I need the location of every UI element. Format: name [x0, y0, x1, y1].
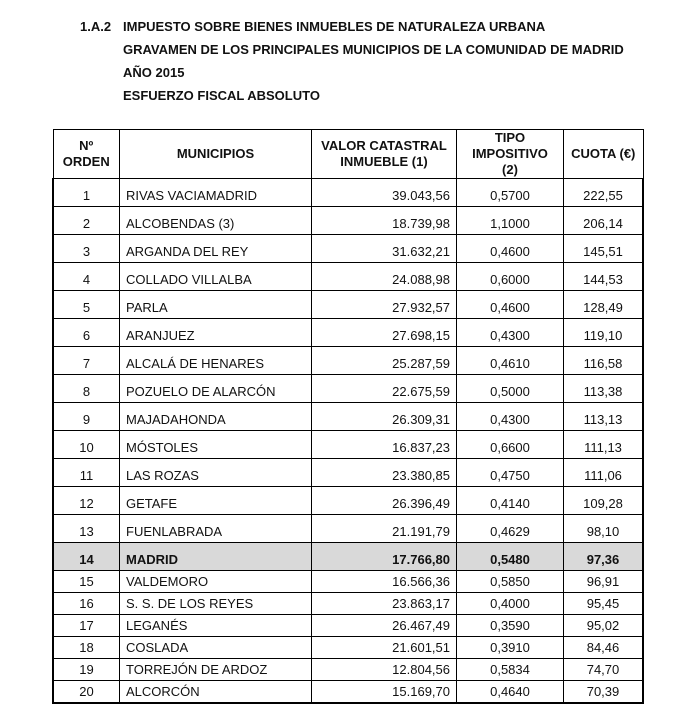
cell-municipio: TORREJÓN DE ARDOZ	[120, 659, 312, 681]
cell-tipo-impositivo: 0,5700	[457, 179, 564, 207]
cell-tipo-impositivo: 0,4629	[457, 515, 564, 543]
cell-tipo-impositivo: 0,5480	[457, 543, 564, 571]
cell-tipo-impositivo: 0,4750	[457, 459, 564, 487]
col-header-tipo-impositivo: TIPO IMPOSITIVO (2)	[457, 130, 564, 179]
cell-orden: 9	[53, 403, 120, 431]
cell-tipo-impositivo: 0,4000	[457, 593, 564, 615]
cell-cuota: 206,14	[564, 207, 644, 235]
municipalities-table	[52, 129, 644, 704]
cell-municipio: VALDEMORO	[120, 571, 312, 593]
table-row	[53, 263, 643, 291]
table-row	[53, 637, 643, 659]
cell-valor-catastral: 22.675,59	[312, 375, 457, 403]
cell-valor-catastral: 39.043,56	[312, 179, 457, 207]
cell-orden: 15	[53, 571, 120, 593]
cell-orden: 18	[53, 637, 120, 659]
cell-orden: 2	[53, 207, 120, 235]
cell-valor-catastral: 25.287,59	[312, 347, 457, 375]
cell-cuota: 98,10	[564, 515, 644, 543]
cell-orden: 16	[53, 593, 120, 615]
table-row	[53, 207, 643, 235]
title-year: AÑO 2015	[123, 65, 185, 80]
cell-tipo-impositivo: 0,3910	[457, 637, 564, 659]
cell-cuota: 95,02	[564, 615, 644, 637]
cell-cuota: 111,06	[564, 459, 644, 487]
cell-cuota: 111,13	[564, 431, 644, 459]
cell-orden: 19	[53, 659, 120, 681]
table-row	[53, 659, 643, 681]
section-number: 1.A.2	[80, 19, 112, 34]
header-row	[53, 130, 643, 179]
cell-municipio: ALCOBENDAS (3)	[120, 207, 312, 235]
table-row	[53, 593, 643, 615]
cell-valor-catastral: 31.632,21	[312, 235, 457, 263]
table-row	[53, 615, 643, 637]
cell-orden: 12	[53, 487, 120, 515]
cell-valor-catastral: 15.169,70	[312, 681, 457, 704]
cell-orden: 1	[53, 179, 120, 207]
table-row	[53, 515, 643, 543]
cell-valor-catastral: 21.191,79	[312, 515, 457, 543]
cell-tipo-impositivo: 0,4610	[457, 347, 564, 375]
cell-municipio: MAJADAHONDA	[120, 403, 312, 431]
cell-municipio: POZUELO DE ALARCÓN	[120, 375, 312, 403]
cell-valor-catastral: 18.739,98	[312, 207, 457, 235]
cell-municipio: COSLADA	[120, 637, 312, 659]
col-header-municipios: MUNICIPIOS	[120, 130, 312, 179]
table-row	[53, 179, 643, 207]
cell-valor-catastral: 16.837,23	[312, 431, 457, 459]
title-main: IMPUESTO SOBRE BIENES INMUEBLES DE NATURALEZA URBANA	[123, 19, 546, 34]
col-header-cuota: CUOTA (€)	[564, 130, 644, 179]
title-subtitle: GRAVAMEN DE LOS PRINCIPALES MUNICIPIOS DE LA COMUNIDAD DE MADRID	[123, 42, 624, 57]
cell-cuota: 116,58	[564, 347, 644, 375]
cell-municipio: ALCALÁ DE HENARES	[120, 347, 312, 375]
table-row	[53, 681, 643, 704]
table-row	[53, 487, 643, 515]
cell-municipio: LAS ROZAS	[120, 459, 312, 487]
cell-orden: 4	[53, 263, 120, 291]
table-header	[53, 130, 643, 179]
cell-valor-catastral: 23.863,17	[312, 593, 457, 615]
cell-municipio: FUENLABRADA	[120, 515, 312, 543]
cell-orden: 13	[53, 515, 120, 543]
cell-cuota: 222,55	[564, 179, 644, 207]
table-row	[53, 375, 643, 403]
cell-valor-catastral: 27.932,57	[312, 291, 457, 319]
cell-orden: 6	[53, 319, 120, 347]
table-row-highlighted	[53, 543, 643, 571]
title-line-4	[80, 84, 624, 107]
table-row	[53, 347, 643, 375]
table-row	[53, 319, 643, 347]
cell-cuota: 144,53	[564, 263, 644, 291]
title-measure: ESFUERZO FISCAL ABSOLUTO	[123, 88, 320, 103]
table-row	[53, 403, 643, 431]
cell-orden: 3	[53, 235, 120, 263]
cell-tipo-impositivo: 0,6000	[457, 263, 564, 291]
cell-municipio: ARANJUEZ	[120, 319, 312, 347]
cell-cuota: 113,13	[564, 403, 644, 431]
title-line-1	[80, 15, 624, 38]
cell-cuota: 84,46	[564, 637, 644, 659]
title-line-3	[80, 61, 624, 84]
cell-orden: 7	[53, 347, 120, 375]
cell-tipo-impositivo: 0,4600	[457, 235, 564, 263]
cell-municipio: LEGANÉS	[120, 615, 312, 637]
cell-tipo-impositivo: 0,5000	[457, 375, 564, 403]
cell-cuota: 96,91	[564, 571, 644, 593]
cell-tipo-impositivo: 0,5834	[457, 659, 564, 681]
cell-cuota: 74,70	[564, 659, 644, 681]
cell-tipo-impositivo: 0,4600	[457, 291, 564, 319]
cell-orden: 8	[53, 375, 120, 403]
cell-cuota: 128,49	[564, 291, 644, 319]
cell-cuota: 113,38	[564, 375, 644, 403]
cell-municipio: S. S. DE LOS REYES	[120, 593, 312, 615]
cell-municipio: COLLADO VILLALBA	[120, 263, 312, 291]
cell-municipio: RIVAS VACIAMADRID	[120, 179, 312, 207]
col-header-orden: Nº ORDEN	[53, 130, 120, 179]
cell-valor-catastral: 26.396,49	[312, 487, 457, 515]
cell-orden: 10	[53, 431, 120, 459]
cell-valor-catastral: 23.380,85	[312, 459, 457, 487]
cell-municipio: ALCORCÓN	[120, 681, 312, 704]
cell-orden: 17	[53, 615, 120, 637]
cell-tipo-impositivo: 0,4140	[457, 487, 564, 515]
cell-cuota: 119,10	[564, 319, 644, 347]
cell-orden: 14	[53, 543, 120, 571]
cell-valor-catastral: 12.804,56	[312, 659, 457, 681]
cell-tipo-impositivo: 0,4640	[457, 681, 564, 704]
cell-municipio: MÓSTOLES	[120, 431, 312, 459]
cell-valor-catastral: 16.566,36	[312, 571, 457, 593]
cell-tipo-impositivo: 0,5850	[457, 571, 564, 593]
cell-cuota: 145,51	[564, 235, 644, 263]
title-line-2	[80, 38, 624, 61]
cell-valor-catastral: 17.766,80	[312, 543, 457, 571]
cell-cuota: 109,28	[564, 487, 644, 515]
cell-valor-catastral: 21.601,51	[312, 637, 457, 659]
cell-valor-catastral: 26.309,31	[312, 403, 457, 431]
cell-municipio: ARGANDA DEL REY	[120, 235, 312, 263]
cell-valor-catastral: 27.698,15	[312, 319, 457, 347]
cell-valor-catastral: 24.088,98	[312, 263, 457, 291]
cell-municipio: PARLA	[120, 291, 312, 319]
table-row	[53, 291, 643, 319]
table-body	[53, 179, 643, 704]
col-header-valor-catastral: VALOR CATASTRAL INMUEBLE (1)	[312, 130, 457, 179]
cell-tipo-impositivo: 1,1000	[457, 207, 564, 235]
table-row	[53, 235, 643, 263]
cell-tipo-impositivo: 0,4300	[457, 319, 564, 347]
table-row	[53, 431, 643, 459]
cell-valor-catastral: 26.467,49	[312, 615, 457, 637]
cell-tipo-impositivo: 0,3590	[457, 615, 564, 637]
cell-municipio: MADRID	[120, 543, 312, 571]
cell-tipo-impositivo: 0,6600	[457, 431, 564, 459]
document-title-block	[80, 15, 624, 107]
table-row	[53, 571, 643, 593]
cell-orden: 20	[53, 681, 120, 704]
table-row	[53, 459, 643, 487]
cell-cuota: 95,45	[564, 593, 644, 615]
cell-municipio: GETAFE	[120, 487, 312, 515]
cell-cuota: 97,36	[564, 543, 644, 571]
cell-orden: 5	[53, 291, 120, 319]
cell-orden: 11	[53, 459, 120, 487]
cell-cuota: 70,39	[564, 681, 644, 704]
cell-tipo-impositivo: 0,4300	[457, 403, 564, 431]
